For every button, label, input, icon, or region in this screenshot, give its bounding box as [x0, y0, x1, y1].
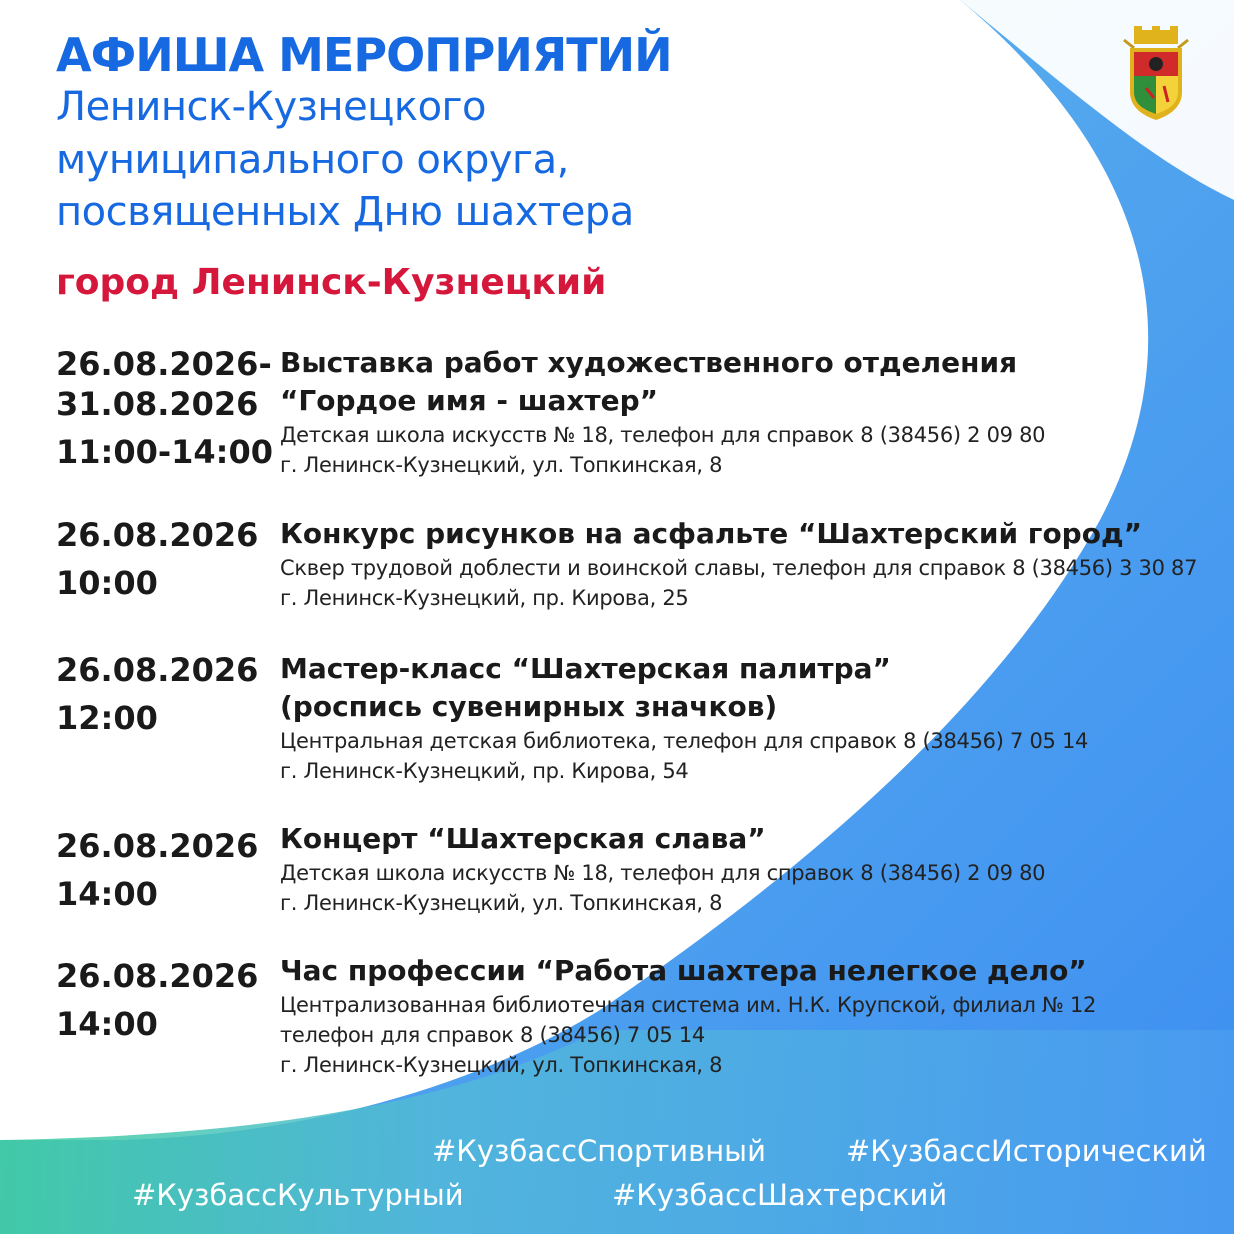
event-datetime: [56, 515, 266, 603]
event-info: [280, 515, 1220, 613]
city-coat-of-arms-icon: [1120, 26, 1192, 122]
event-time: 10:00: [56, 564, 158, 602]
event-time: 14:00: [56, 1005, 158, 1043]
event-venue: Централизованная библиотечная система им. Н.К. Крупской, филиал № 12: [280, 993, 1097, 1017]
event-info: [280, 650, 1220, 786]
event-info: [280, 820, 1220, 918]
event-info: [280, 344, 1220, 480]
city-heading: город Ленинск-Кузнецкий: [56, 262, 607, 303]
event-phone: телефон для справок 8 (38456) 7 05 14: [280, 1023, 705, 1047]
event-title: Конкурс рисунков на асфальте “Шахтерский город”: [280, 517, 1142, 550]
hashtag-miner: #КузбассШахтерский: [612, 1178, 948, 1212]
event-datetime: [56, 344, 273, 472]
event-date: 31.08.2026: [56, 385, 259, 423]
event-datetime: [56, 956, 266, 1044]
event-address: г. Ленинск-Кузнецкий, ул. Топкинская, 8: [280, 891, 723, 915]
event-date: 26.08.2026-: [56, 345, 272, 383]
event-info: [280, 952, 1220, 1080]
event-date: 26.08.2026: [56, 516, 259, 554]
event-venue: Детская школа искусств № 18, телефон для справок 8 (38456) 2 09 80: [280, 423, 1046, 447]
event-title: Час профессии “Работа шахтера нелегкое дело”: [280, 954, 1087, 987]
event-address: г. Ленинск-Кузнецкий, ул. Топкинская, 8: [280, 453, 723, 477]
event-title: Мастер-класс “Шахтерская палитра”: [280, 652, 891, 685]
event-date: 26.08.2026: [56, 957, 259, 995]
hashtag-history: #КузбассИсторический: [846, 1134, 1207, 1168]
event-venue: Центральная детская библиотека, телефон для справок 8 (38456) 7 05 14: [280, 729, 1089, 753]
event-time: 12:00: [56, 699, 158, 737]
event-datetime: [56, 650, 266, 738]
event-datetime: [56, 826, 266, 914]
event-time: 11:00-14:00: [56, 433, 273, 471]
event-title: Выставка работ художественного отделения: [280, 346, 1018, 379]
page-title: АФИША МЕРОПРИЯТИЙ: [56, 28, 672, 82]
event-title: Концерт “Шахтерская слава”: [280, 822, 766, 855]
subtitle-line-3: посвященных Дню шахтера: [56, 189, 634, 235]
event-title: (роспись сувенирных значков): [280, 690, 778, 723]
event-date: 26.08.2026: [56, 651, 259, 689]
event-time: 14:00: [56, 875, 158, 913]
event-date: 26.08.2026: [56, 827, 259, 865]
event-address: г. Ленинск-Кузнецкий, ул. Топкинская, 8: [280, 1053, 723, 1077]
event-venue: Сквер трудовой доблести и воинской славы, телефон для справок 8 (38456) 3 30 87: [280, 556, 1198, 580]
event-title: “Гордое имя - шахтер”: [280, 384, 659, 417]
subtitle-line-2: муниципального округа,: [56, 137, 569, 183]
event-address: г. Ленинск-Кузнецкий, пр. Кирова, 54: [280, 759, 689, 783]
hashtag-sport: #КузбассСпортивный: [432, 1134, 766, 1168]
event-address: г. Ленинск-Кузнецкий, пр. Кирова, 25: [280, 586, 689, 610]
subtitle-line-1: Ленинск-Кузнецкого: [56, 84, 487, 130]
hashtag-culture: #КузбассКультурный: [132, 1178, 464, 1212]
event-venue: Детская школа искусств № 18, телефон для справок 8 (38456) 2 09 80: [280, 861, 1046, 885]
